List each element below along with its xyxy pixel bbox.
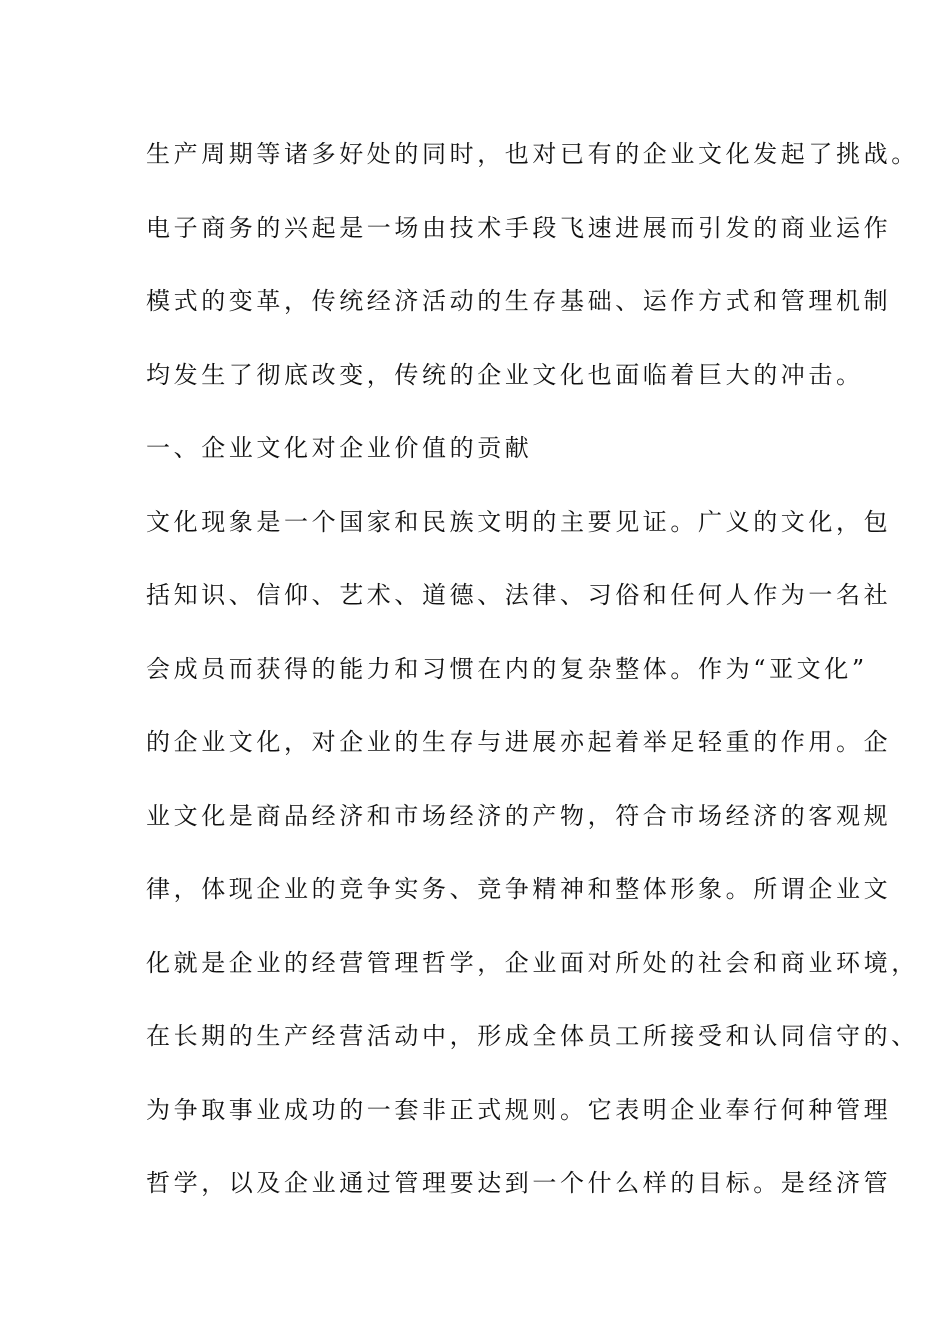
text-line: 模式的变革，传统经济活动的生存基础、运作方式和管理机制 xyxy=(146,287,892,315)
body-text xyxy=(146,134,919,1237)
text-line: 电子商务的兴起是一场由技术手段飞速进展而引发的商业运作 xyxy=(146,213,892,242)
section-heading: 一、企业文化对企业价值的贡献 xyxy=(146,434,533,462)
text-line: 均发生了彻底改变，传统的企业文化也面临着巨大的冲击。 xyxy=(146,360,864,389)
text-line: 的企业文化，对企业的生存与进展亦起着举足轻重的作用。企 xyxy=(146,728,892,756)
text-line: 在长期的生产经营活动中，形成全体员工所接受和认同信守的、 xyxy=(146,1022,919,1050)
text-line: 生产周期等诸多好处的同时，也对已有的企业文化发起了挑战。 xyxy=(146,140,919,168)
text-line: 为争取事业成功的一套非正式规则。它表明企业奉行何种管理 xyxy=(146,1095,892,1124)
text-line: 哲学，以及企业通过管理要达到一个什么样的目标。是经济管 xyxy=(146,1169,892,1197)
text-line: 会成员而获得的能力和习惯在内的复杂整体。作为“亚文化” xyxy=(146,654,868,683)
text-line: 化就是企业的经营管理哲学，企业面对所处的社会和商业环境， xyxy=(146,948,919,977)
text-line: 业文化是商品经济和市场经济的产物，符合市场经济的客观规 xyxy=(146,801,892,830)
text-line: 文化现象是一个国家和民族文明的主要见证。广义的文化，包 xyxy=(146,507,892,536)
text-line: 律，体现企业的竞争实务、竞争精神和整体形象。所谓企业文 xyxy=(146,875,892,903)
text-line: 括知识、信仰、艺术、道德、法律、习俗和任何人作为一名社 xyxy=(146,581,892,609)
